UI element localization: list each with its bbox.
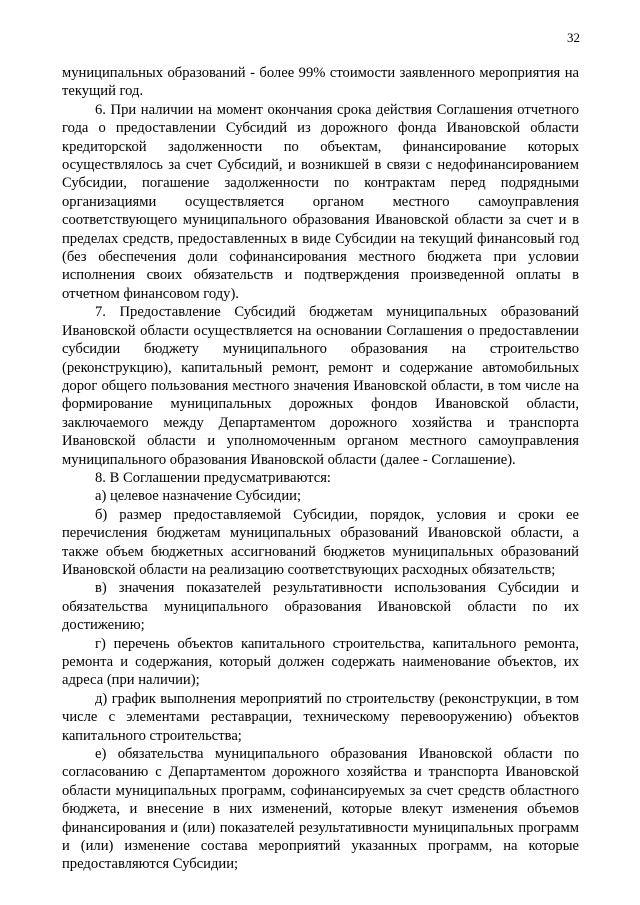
subitem-e: е) обязательства муниципального образования Ивановской области по согласованию с Департаментом дорожного хозяйства и транспорта Ивановской области муниципальных программ, софинансируемых за счет средств областного бюджета, и внесение в них изменений, которые влекут изменения объемов финансирования и (или) показателей результативности муниципальных программ и (или) изменение состава мероприятий указанных программ, на которые предоставляются Субсидии; (62, 746, 579, 873)
paragraph-item-8: 8. В Соглашении предусматриваются: (95, 469, 331, 486)
subitem-b: б) размер предоставляемой Субсидии, порядок, условия и сроки ее перечисления бюджетам муниципальных образований Ивановской области, а также объем бюджетных ассигнований бюджетов муниципальных образований Ивановской области на реализацию соответствующих расходных обязательств; (62, 506, 579, 578)
paragraph-item-6: 6. При наличии на момент окончания срока действия Соглашения отчетного года о предоставлении Субсидий из дорожного фонда Ивановской области кредиторской задолженности по объектам, финансирование которых осуществлялось за счет Субсидий, и возникшей в связи с недофинансированием Субсидии, погашение задолженности по контрактам перед подрядными организациями осуществляется органом местного самоуправления соответствующего муниципального образования Ивановской области за счет и в пределах средств, предоставленных в виде Субсидии на текущий финансовый год (без обеспечения доли софинансирования местного бюджета при условии исполнения своих обязательств и подтверждения произведенной оплаты в отчетном финансовом году). (62, 101, 579, 302)
subitem-d: д) график выполнения мероприятий по строительству (реконструкции, в том числе с элементами реставрации, техническому перевооружению) объектов капитального строительства; (62, 690, 579, 744)
subitem-v: в) значения показателей результативности использования Субсидии и обязательства муниципального образования Ивановской области по их достижению; (62, 580, 579, 634)
paragraph-continuation: муниципальных образований - более 99% стоимости заявленного мероприятия на текущий год. (62, 65, 579, 100)
subitem-g: г) перечень объектов капитального строительства, капитального ремонта, ремонта и содержания, который должен содержать наименование объектов, их адреса (при наличии); (62, 635, 579, 689)
subitem-a: а) целевое назначение Субсидии; (95, 488, 302, 505)
paragraph-item-7: 7. Предоставление Субсидий бюджетам муниципальных образований Ивановской области осуществляется на основании Соглашения о предоставлении субсидии бюджету муниципального образования на строительство (реконструкцию), капитальный ремонт, ремонт и содержание автомобильных дорог общего пользования местного значения Ивановской области, в том числе на формирование муниципальных дорожных фондов Ивановской области, заключаемого между Департаментом дорожного хозяйства и транспорта Ивановской области и уполномоченным органом местного самоуправления муниципального образования Ивановской области (далее - Соглашение). (62, 304, 579, 468)
document-body (62, 64, 579, 874)
page-number: 32 (567, 30, 580, 45)
